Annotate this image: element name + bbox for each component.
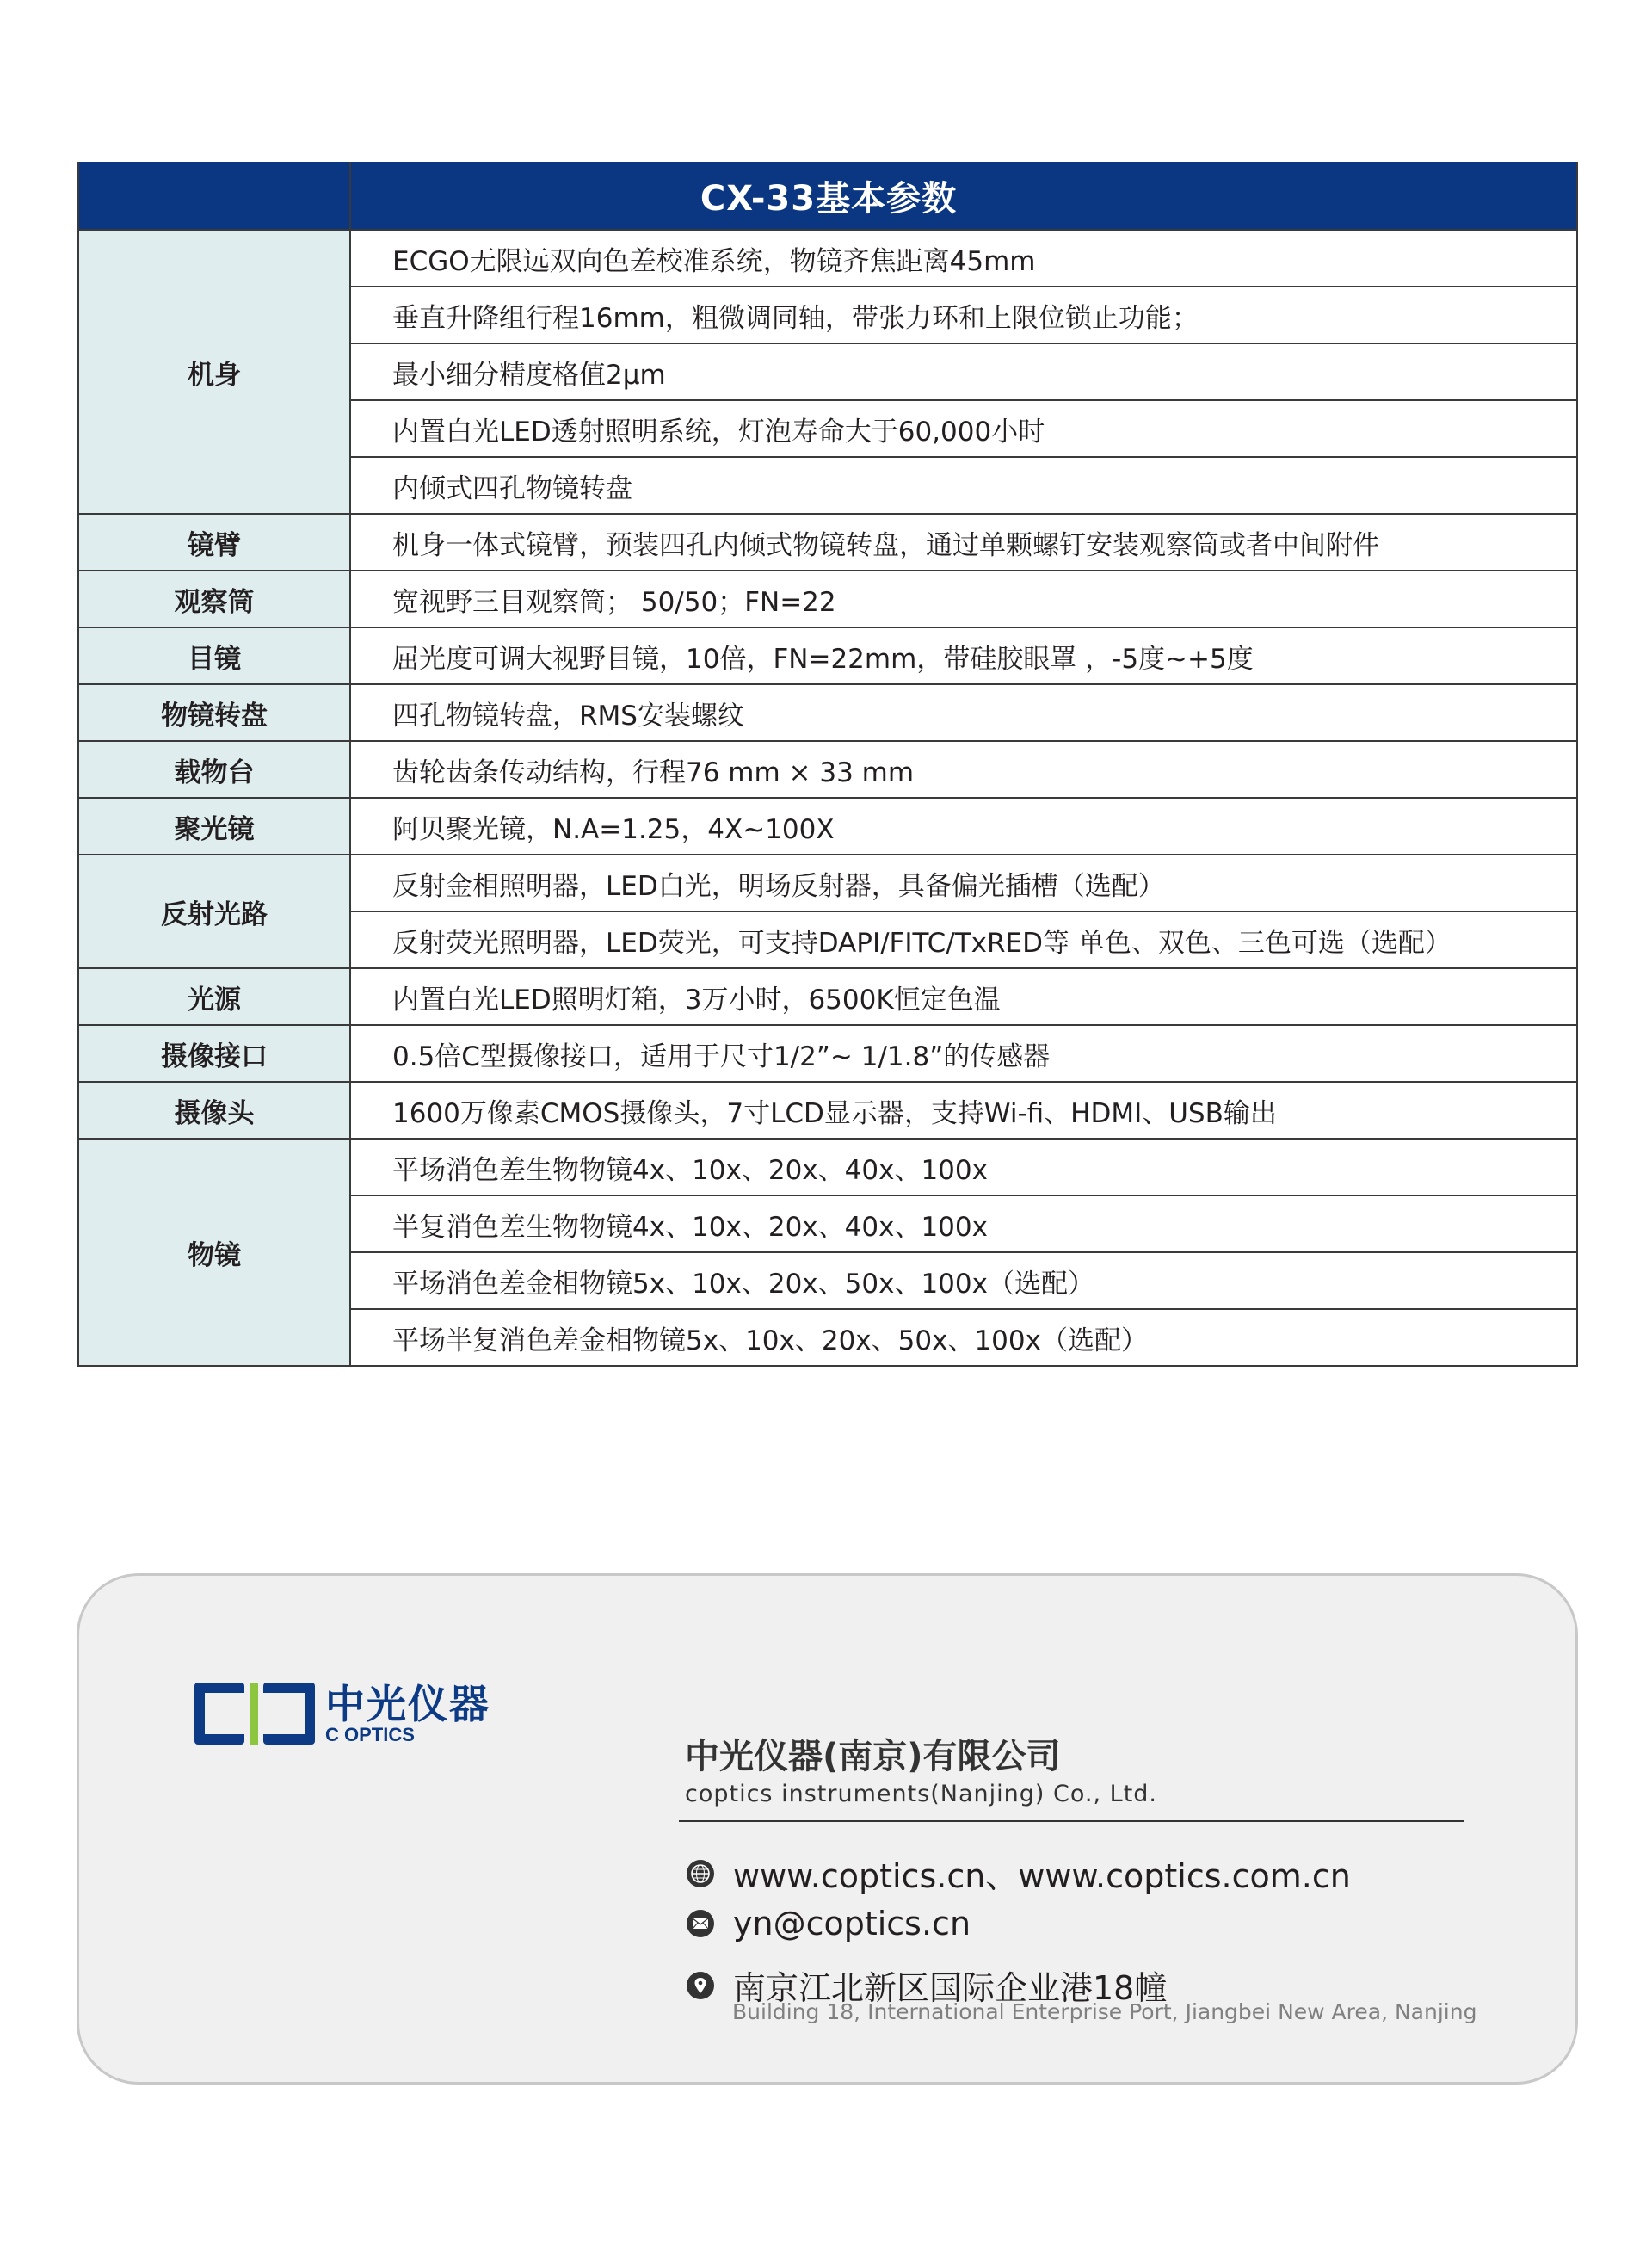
row-label: 聚光镜 — [78, 798, 350, 855]
table-row — [78, 855, 1577, 911]
pin-icon — [687, 1972, 714, 1999]
row-value: 内置白光LED透射照明系统，灯泡寿命大于60,000小时 — [350, 400, 1577, 457]
row-label: 镜臂 — [78, 514, 350, 571]
row-label: 物镜 — [78, 1139, 350, 1366]
row-value: 反射荧光照明器，LED荧光，可支持DAPI/FITC/TxRED等 单色、双色、三色可选（选配） — [350, 911, 1577, 968]
row-value: 最小细分精度格值2μm — [350, 343, 1577, 400]
email-link[interactable]: yn@coptics.cn — [733, 1905, 971, 1942]
globe-icon — [687, 1860, 714, 1887]
row-value: 1600万像素CMOS摄像头，7寸LCD显示器，支持Wi-fi、HDMI、USB输出 — [350, 1082, 1577, 1139]
table-row — [78, 798, 1577, 855]
row-value: 反射金相照明器，LED白光，明场反射器，具备偏光插槽（选配） — [350, 855, 1577, 911]
table-row — [78, 514, 1577, 571]
table-row — [78, 230, 1577, 287]
company-name-block — [685, 1734, 1157, 1810]
row-value: 垂直升降组行程16mm，粗微调同轴，带张力环和上限位锁止功能； — [350, 287, 1577, 343]
row-value: 半复消色差生物物镜4x、10x、20x、40x、100x — [350, 1195, 1577, 1252]
spec-table — [77, 162, 1578, 1367]
contact-card — [77, 1573, 1578, 2085]
row-label: 光源 — [78, 968, 350, 1025]
row-value: 平场消色差生物物镜4x、10x、20x、40x、100x — [350, 1139, 1577, 1195]
row-value: 机身一体式镜臂，预装四孔内倾式物镜转盘，通过单颗螺钉安装观察筒或者中间附件 — [350, 514, 1577, 571]
address-cn: 南京江北新区国际企业港18幢 — [733, 1969, 1168, 2007]
spec-table-body — [78, 230, 1577, 1366]
address-en: Building 18, International Enterprise Port, Jiangbei New Area, Nanjing — [732, 1999, 1477, 2024]
row-value: ECGO无限远双向色差校准系统，物镜齐焦距离45mm — [350, 230, 1577, 287]
row-value: 屈光度可调大视野目镜，10倍，FN=22mm，带硅胶眼罩 ，-5度~+5度 — [350, 627, 1577, 684]
row-label: 物镜转盘 — [78, 684, 350, 741]
row-label: 摄像接口 — [78, 1025, 350, 1082]
table-row — [78, 571, 1577, 627]
table-row — [78, 1139, 1577, 1195]
row-label: 目镜 — [78, 627, 350, 684]
company-name-cn: 中光仪器(南京)有限公司 — [685, 1737, 1061, 1776]
logo-cn-text: 中光仪器 — [325, 1681, 490, 1727]
company-name-en: coptics instruments(Nanjing) Co., Ltd. — [685, 1781, 1157, 1807]
row-value: 内倾式四孔物镜转盘 — [350, 457, 1577, 514]
table-header-row — [78, 162, 1577, 230]
row-label: 机身 — [78, 230, 350, 514]
logo-en-text: C OPTICS — [325, 1724, 415, 1745]
row-label: 反射光路 — [78, 855, 350, 968]
website-link[interactable]: www.coptics.cn、www.coptics.com.cn — [733, 1857, 1351, 1895]
table-row — [78, 627, 1577, 684]
contact-website — [687, 1850, 1351, 1897]
row-label: 载物台 — [78, 741, 350, 798]
contact-email — [687, 1905, 971, 1942]
table-row — [78, 684, 1577, 741]
company-logo — [194, 1683, 490, 1745]
logo-mark-icon — [194, 1683, 315, 1745]
row-value: 宽视野三目观察筒； 50/50；FN=22 — [350, 571, 1577, 627]
table-row — [78, 741, 1577, 798]
table-row — [78, 968, 1577, 1025]
row-label: 观察筒 — [78, 571, 350, 627]
row-label: 摄像头 — [78, 1082, 350, 1139]
row-value: 四孔物镜转盘，RMS安装螺纹 — [350, 684, 1577, 741]
divider — [679, 1820, 1464, 1822]
table-title: CX-33基本参数 — [700, 178, 958, 219]
header-blank-cell — [78, 162, 350, 230]
mail-icon — [687, 1910, 714, 1937]
row-value: 平场半复消色差金相物镜5x、10x、20x、50x、100x（选配） — [350, 1309, 1577, 1366]
table-row — [78, 1082, 1577, 1139]
table-row — [78, 1025, 1577, 1082]
row-value: 平场消色差金相物镜5x、10x、20x、50x、100x（选配） — [350, 1252, 1577, 1309]
row-value: 齿轮齿条传动结构，行程76 mm × 33 mm — [350, 741, 1577, 798]
row-value: 0.5倍C型摄像接口，适用于尺寸1/2”~ 1/1.8”的传感器 — [350, 1025, 1577, 1082]
row-value: 内置白光LED照明灯箱，3万小时，6500K恒定色温 — [350, 968, 1577, 1025]
table-title-cell — [350, 162, 1577, 230]
row-value: 阿贝聚光镜，N.A=1.25，4X~100X — [350, 798, 1577, 855]
